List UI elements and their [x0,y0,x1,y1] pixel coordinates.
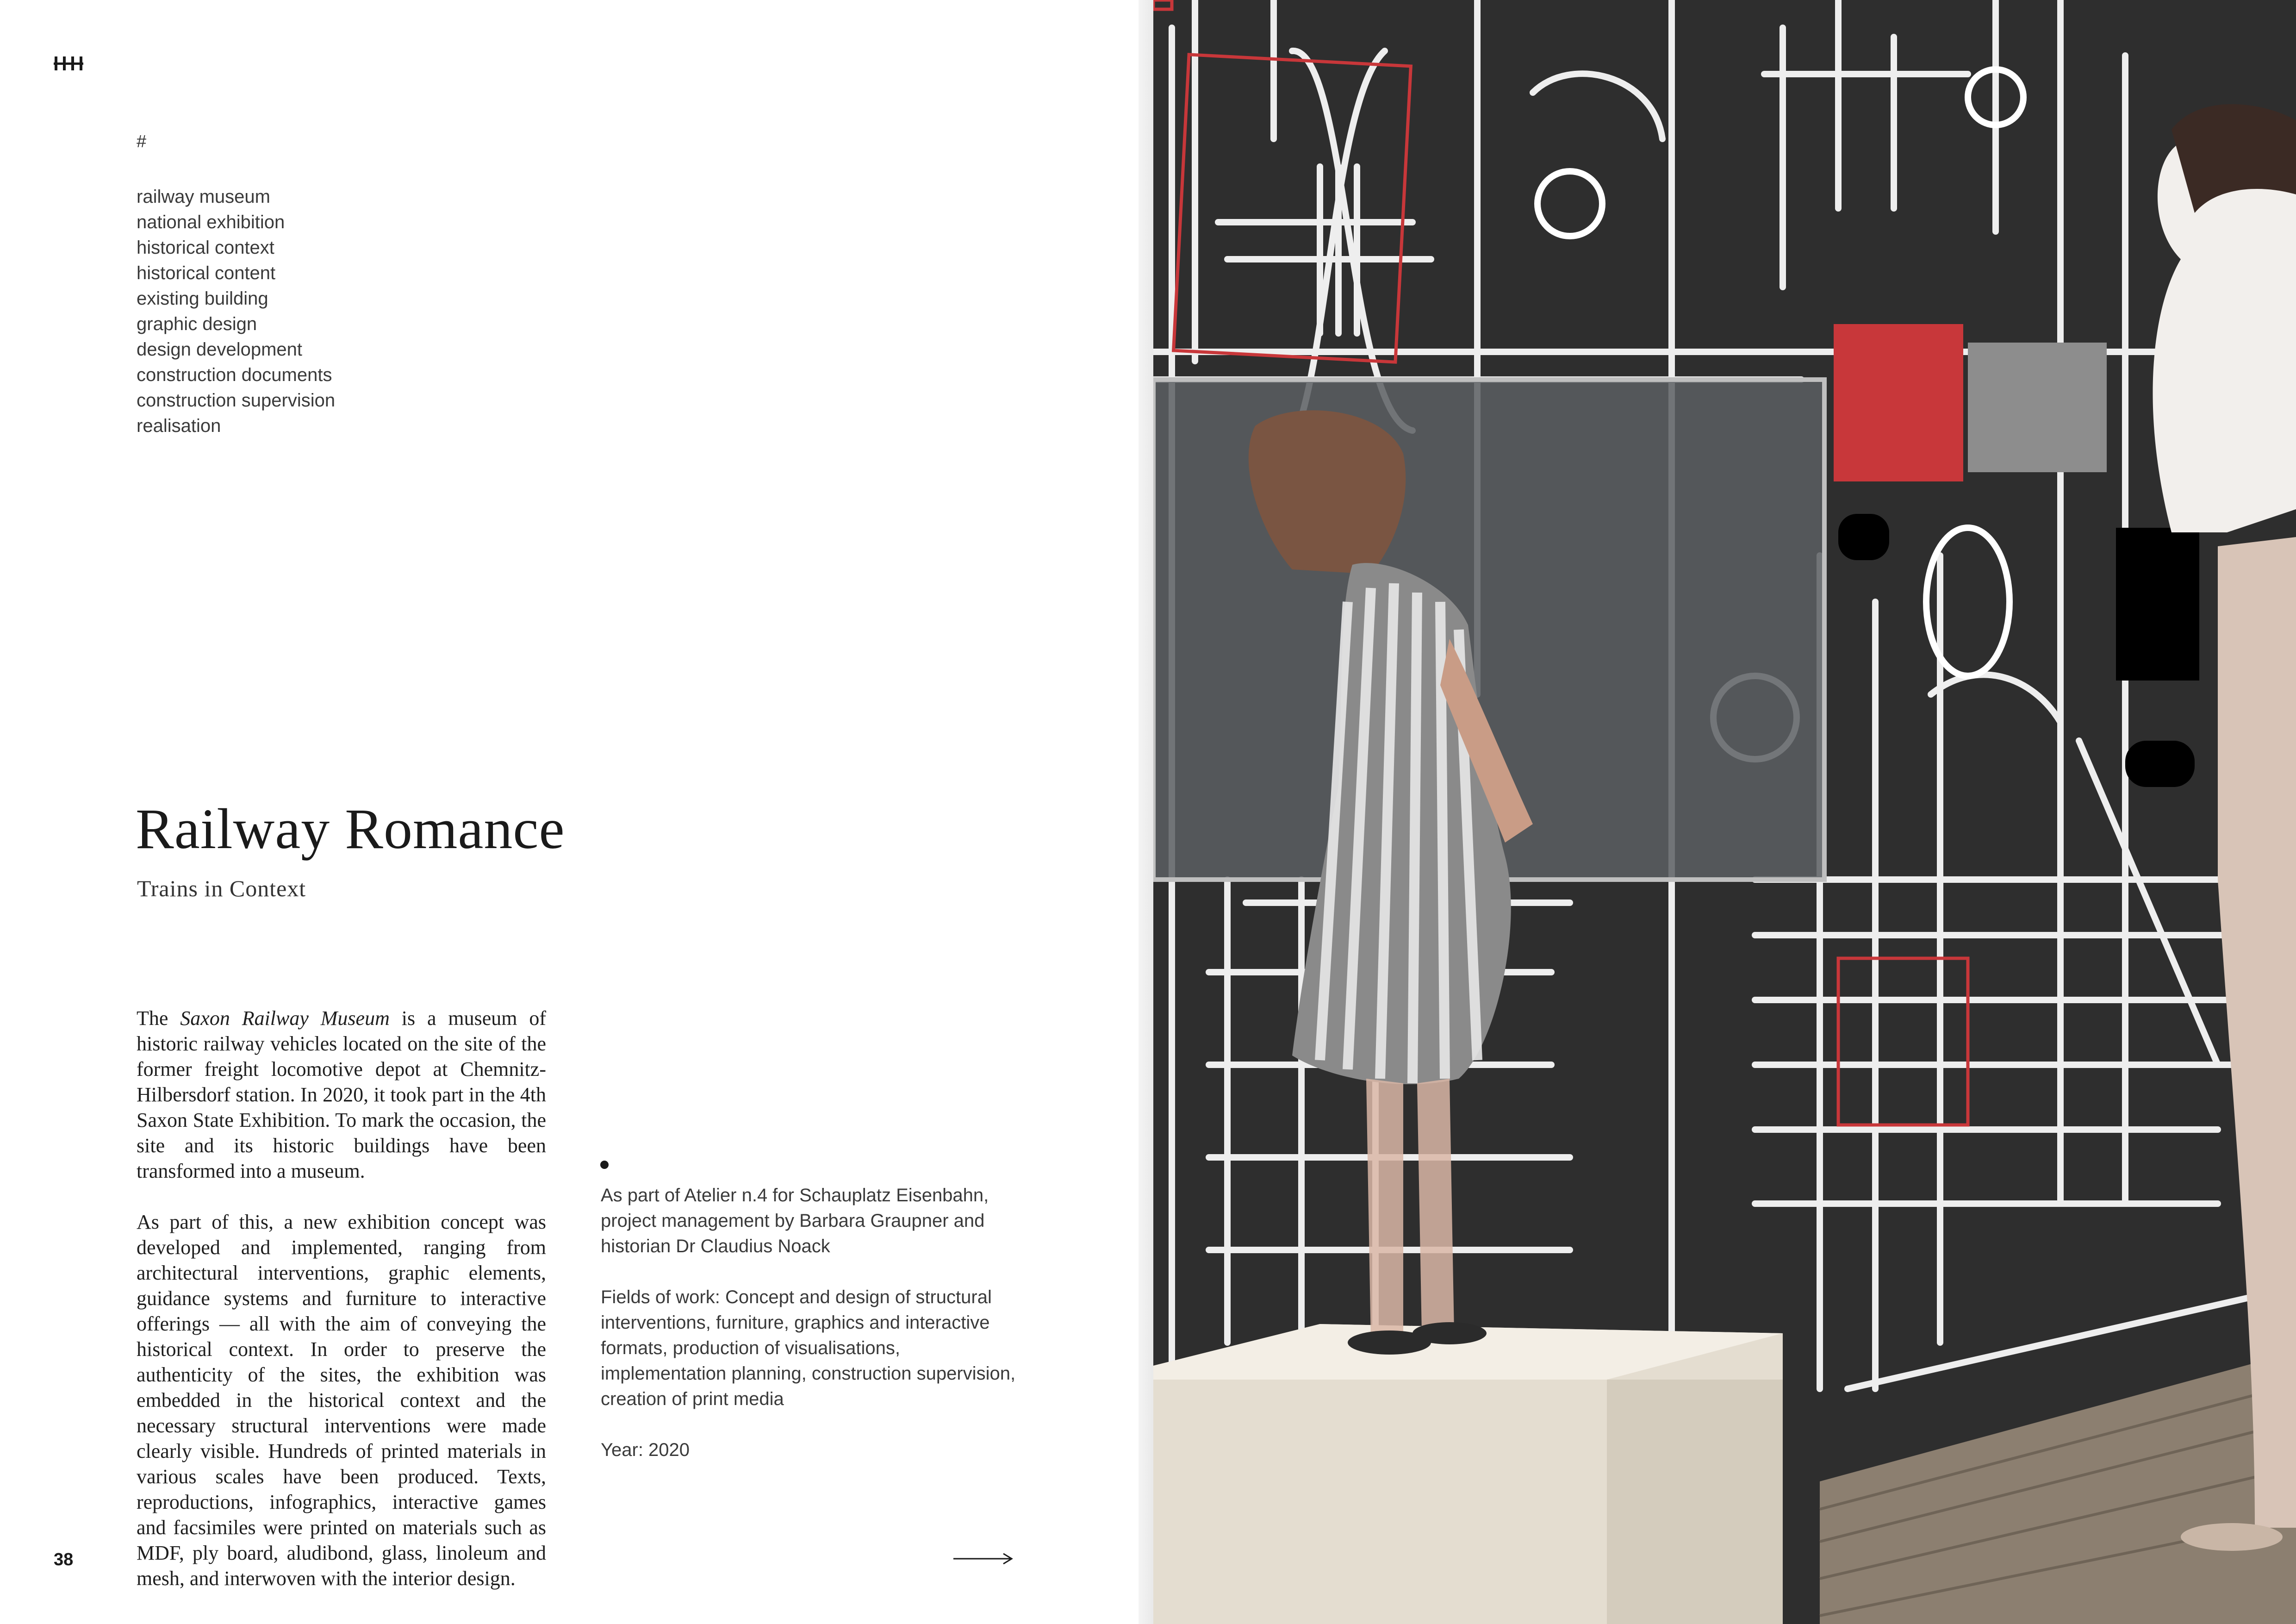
project-title: Railway Romance [136,797,565,861]
keyword-item: realisation [137,416,221,436]
arrow-right-icon[interactable] [953,1552,1014,1566]
tags-symbol: # [137,132,147,151]
keyword-item: historical context [137,237,274,258]
keyword-item: railway museum [137,187,270,207]
keyword-list [137,184,335,439]
keyword-item: design development [137,339,303,360]
keyword-item: existing building [137,288,268,309]
credits-year: Year: 2020 [601,1440,690,1460]
bullet-dot [600,1161,609,1169]
body-paragraph-2: As part of this, a new exhibition concept was developed and implemented, ranging from architectural interventions, graphic elements, guidance systems and furniture to interactive offerings — all with the aim of conveying the historical context. In order to preserve the authenticity of the sites, the exhibition was embedded in the historical context and the necessary structural interventions were made clearly visible. Hundreds of printed materials in various scales have been produced. Texts, reproductions, infographics, interactive games and facsimiles were printed on materials such as MDF, ply board, aludibond, glass, linoleum and mesh, and interwoven with the interior design. [137,1211,546,1590]
project-subtitle: Trains in Context [137,875,306,901]
keyword-item: historical content [137,263,276,283]
body-paragraph-1: The Saxon Railway Museum is a museum of historic railway vehicles located on the site of the former freight locomotive depot at Chemnitz-Hilbersdorf station. In 2020, it took part in the 4th Saxon State Exhibition. To mark the occasion, the site and its historic buildings have been transformed into a museum. [137,1007,547,1182]
exhibition-visualisation-image [1153,0,2296,1624]
credits-fields: Fields of work: Concept and design of structural interventions, furniture, graphics and interactive formats, production of visualisations, implementation planning, construction supervision, creation of print media [601,1287,1016,1409]
four-bars-tally-icon [54,56,83,70]
page-gutter [1139,0,1153,1624]
body-text-column [137,1006,546,1591]
page-number: 38 [54,1550,74,1569]
keyword-item: construction documents [137,365,332,385]
keyword-item: graphic design [137,314,257,334]
keyword-item: national exhibition [137,212,285,232]
credits-block [601,1183,1017,1488]
credits-atelier: As part of Atelier n.4 for Schauplatz Eisenbahn, project management by Barbara Graupner and historian Dr Claudius Noack [601,1185,989,1256]
keyword-item: construction supervision [137,390,336,411]
museum-name: Saxon Railway Museum [180,1007,390,1030]
